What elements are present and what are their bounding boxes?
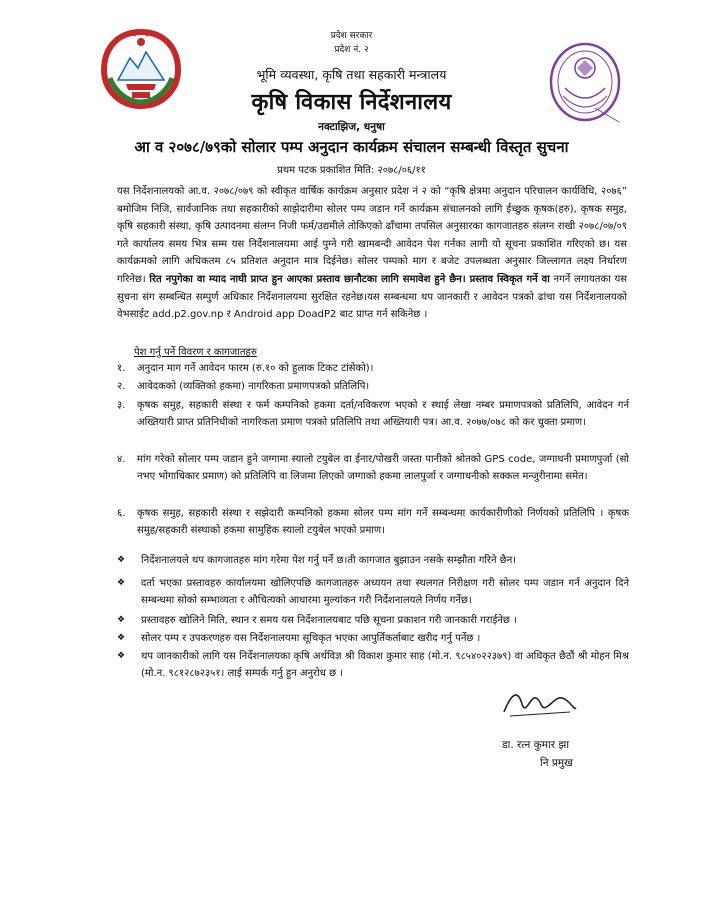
item-text: आवेदकको (व्यक्तिको हकमा) नागरिकता प्रमाणपत्रको प्रतिलिपि। (137, 381, 370, 392)
note-text: प्रस्तावहरु खोलिने मिति, स्थान र समय यस निर्देशनालयबाट पछि सूचना प्रकाशन गरी जानकारी गराईनेछ । (141, 615, 517, 626)
item-text: अनुदान माग गर्ने आवेदन फारम (रु.१० को हुलाक टिकट टांसेको)। (137, 363, 374, 374)
government-label: प्रदेश सरकार (330, 31, 373, 41)
body-text-contact: यस सम्बन्धमा थप जानकारी र आवेदन पत्रको ढांचा यस निर्देशनालयको वेभसाईट add.p2.gov.np र Android app DoadP2 बाट प्राप्त गर्न सकिनेछ । (117, 291, 627, 321)
list-item (117, 379, 629, 395)
signatory-name: डा. रत्न कुमार झा (502, 739, 570, 751)
signature-scribble (500, 682, 580, 722)
body-text-conditions: रित नपुगेका वा म्याद नाघी प्राप्त हुन आएका प्रस्ताव छानौटका लागि समावेश हुने छैन। प्रस्ताव स्विकृत गर्ने वा (149, 273, 550, 285)
note-item (117, 552, 629, 570)
list-item (117, 361, 629, 377)
list-item (117, 452, 629, 502)
body-text-rights: नगर्ने लगायतका यस सुचना संग सम्बन्धित सम्पुर्ण अधिकार निर्देशनालयमा सुरक्षित रहनेछ। (117, 273, 627, 303)
notice-body (117, 183, 627, 324)
item-text: कृषक समुह, सहकारी संस्था र सझेदारी कम्पनिको हकमा सोलर पम्प मांग गर्ने सम्बन्धमा कार्यकारीणीको निर्णयको प्रतिलिपि । कृषक समुह/सहकारी संस्थाको हकमा सामुहिक स्यालो टयुबेल भएको प्रमाण। (137, 508, 629, 536)
signatory-title: नि प्रमुख (540, 757, 573, 769)
office-location: नक्टाझिज, धनुषा (318, 121, 385, 133)
publish-date: प्रथम पटक प्रकाशित मिति: २०७८/०६/११ (277, 165, 426, 176)
list-item (117, 398, 629, 448)
notice-title: आ व २०७८/७९को सोलार पम्प अनुदान कार्यक्रम संचालन सम्बन्धी विस्तृत सुचना (134, 138, 569, 156)
body-text-intro: यस निर्देशनालयको आ.व. २०७८/०७९ को स्वीकृत वार्षिक कार्यक्रम अनुसार प्रदेश नं २ को “कृषि क्षेत्रमा अनुदान परिचालन कार्यविधि, २०७६” बमोजिम निजि, सार्वजानिक तथा सहकारीको साझेदारीमा सोलर पम्प जडान गर्ने कार्यक्रम संचालनको लागि ईच्छुक कृषक(हरु), कृषक समुह, कृषि सहकारी संस्था, कृषि उत्पादनमा संलग्न निजी फर्म/उद्यमीले तोकिएको ढाँचामा तपसिल अनुसारका कागजातहरु संलग्न राखी २०७८/०७/०९ गते कार्यालय समय भित्र सम्म यस निर्देशनालयमा आई पुग्ने गरी खामबन्दी आवेदन पेश गर्नका लागी यो सूचना प्रकाशित गरिएको छ। यस कार्यक्रमको लागि अधिकतम ८५ प्रतिशत अनुदान मात्र दिईनेछ। सोलर पम्पको माग र बजेट उपलब्धता अनुसार जिल्लागत लक्ष्य निर्धारण गरिनेछ। (117, 186, 627, 285)
item-number: २. (117, 381, 126, 392)
item-number: ६. (117, 508, 126, 519)
note-text: सोलर पम्प र उपकरणहरु यस निर्देशनालयमा सूचिकृत भएका आपुर्तिकर्ताबाट खरीद गर्नु पर्नेछ । (141, 633, 481, 644)
bullet-icon: ❖ (117, 633, 126, 643)
note-item (117, 612, 629, 630)
note-item (117, 630, 629, 648)
item-number: ३. (117, 400, 126, 411)
note-text: थप जानकारीको लागि यस निर्देशनालयका कृषि अर्थविज्ञ श्री विकाश कुमार साह (मो.न. ९८५४०२२३७९) वा अधिकृत छैठौं श्री मोहन मिश्र (मो.न. ९८१२८७२३५१। लाई सम्पर्क गर्नु हुन अनुरोध छ । (141, 651, 629, 679)
ministry-name: भूमि व्यवस्था, कृषि तथा सहकारी मन्त्रालय (256, 67, 447, 82)
bullet-icon: ❖ (117, 555, 126, 565)
item-number: ४. (117, 454, 126, 465)
bullet-icon: ❖ (117, 578, 126, 588)
list-item (117, 506, 629, 540)
note-item (117, 575, 629, 611)
requirements-heading: पेश गर्नु पर्ने विवरण र कागजातहरु (134, 347, 257, 358)
bullet-icon: ❖ (117, 615, 126, 625)
office-title: कृषि विकास निर्देशनालय (251, 90, 452, 115)
province-label: प्रदेश नं. २ (334, 45, 369, 55)
note-text: निर्देशनालयले थप कागजातहरु मांग गरेमा पेश गर्नु पर्ने छ।ती कागजात बुझाउन नसके सम्झौता गरिने छैन। (141, 555, 517, 566)
item-number: १. (117, 363, 126, 374)
item-text: मांग गरेको सोलार पम्प जडान हुने जग्गामा स्यालो टयुबेल वा ईनार/पोखरी जस्ता पानीको श्रोतको GPS code, जग्गाधनी प्रमाणपुर्जा (सो नभए भोगाधिकार प्रमाण) को प्रतिलिपि वा लिजमा लिएको जग्गाको हकमा लालपुर्जा र जग्गाधनीको सक्कल मन्जुरीनामा समेत। (137, 454, 629, 482)
item-text: कृषक समुह, सहकारी संस्था र फर्म कम्पनिको हकमा दर्ता/नविकरण भएको र स्थाई लेखा नम्बर प्रमाणपत्रको प्रतिलिपि, आवेदन गर्न अख्तियारी प्राप्त प्रतिनिधीको नागरिकता प्रमाण पत्रको प्रतिलिपि तथा अख्तियारी पत्र। आ.व. २०७७/०७८ को कर चुक्ता प्रमाण। (137, 400, 629, 428)
note-text: दर्ता भएका प्रस्तावहरु कार्यालयमा खोलिएपछि कागजातहरु अध्ययन तथा स्थलगत निरीक्षण गरी सोलर पम्प जडान गर्न अनुदान दिने सम्बन्धमा सोको सम्भाव्यता र औचित्यको आधारमा मुल्यांकन गरी निर्देशनालयले निर्णय गर्नेछ। (141, 578, 629, 606)
bullet-icon: ❖ (117, 651, 126, 661)
note-item (117, 648, 629, 684)
